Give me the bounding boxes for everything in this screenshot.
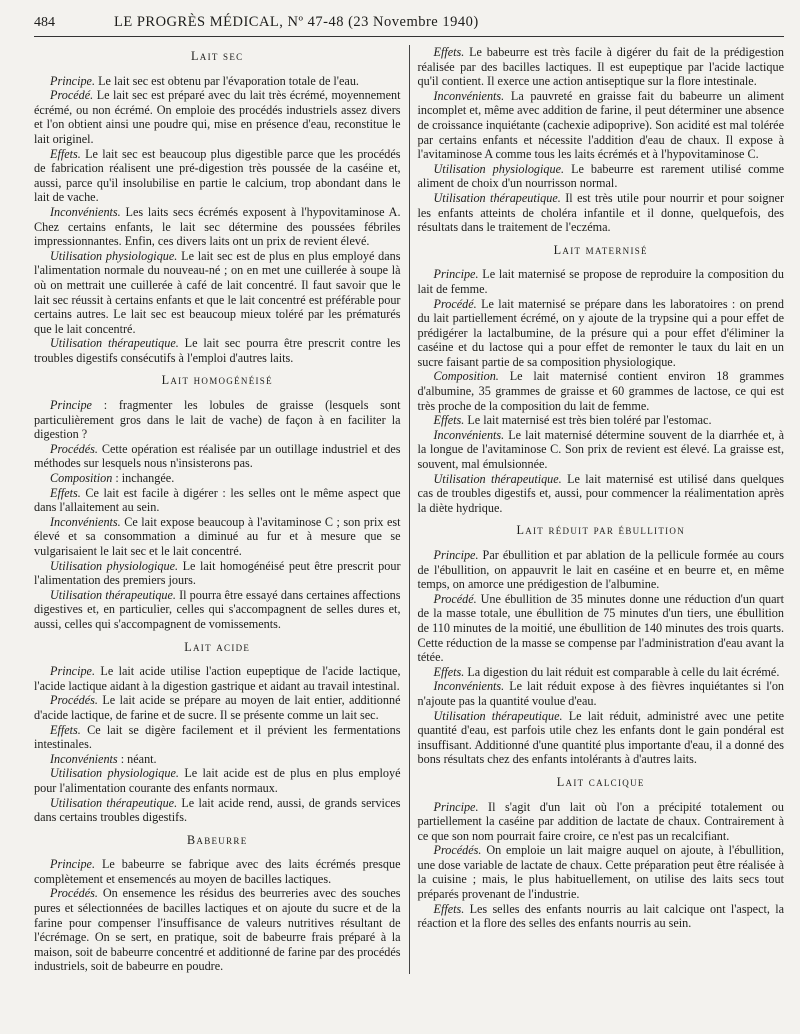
- paragraph-text: Le lait homogénéisé peut être prescrit pour l'alimentation des premiers jours.: [34, 558, 401, 588]
- paragraph-text: Ce lait est facile à digérer : les selles ont le même aspect que dans l'allaitement au sein.: [34, 485, 401, 515]
- paragraph-text: Le lait acide utilise l'action eupeptique de l'acide lactique, l'acide lactique aidant à la digestion gastrique et aidant au travail intestinal.: [34, 664, 401, 693]
- paragraph: [34, 249, 401, 337]
- paragraph-label: Principe.: [50, 664, 96, 679]
- paragraph-text: : néant.: [120, 751, 157, 766]
- paragraph-text: Le lait sec est de plus en plus employé dans l'alimentation normale du nouveau-né ; on en met une cuillerée à soupe là où on mettrait une cuillerée à café de lait concentré. Il faut savoir que le lait sec réussit à certains enfants et que le lait concentré est préférable pour certains autres. Le lait sec est beaucoup mieux toléré par les prématurés que le lait concentré.: [34, 248, 401, 336]
- paragraph-label: Procédés.: [433, 843, 482, 858]
- paragraph: [34, 752, 401, 767]
- section-heading: Babeurre: [186, 832, 248, 847]
- paragraph: [34, 766, 401, 795]
- paragraph-label: Inconvénients.: [433, 88, 505, 103]
- paragraph: [34, 559, 401, 588]
- paragraph: [418, 843, 785, 901]
- paragraph-text: Le babeurre est rarement utilisé comme aliment de choix d'un nourrisson normal.: [417, 161, 784, 191]
- paragraph: [418, 902, 785, 931]
- paragraph: [34, 147, 401, 205]
- paragraph-text: : fragmenter les lobules de graisse (lesquels sont particulièrement gros dans le lait de vache) de façon à en faciliter la digestion ?: [34, 398, 401, 442]
- section-heading: Lait sec: [191, 49, 244, 63]
- paragraph-text: Les laits secs écrémés exposent à l'hypovitaminose A. Chez certains enfants, le lait sec détermine des poussées fébriles impressionnantes. Enfin, ces divers laits ont un prix de revient élevé.: [34, 204, 401, 249]
- paragraph-text: Le lait maternisé est très bien toléré par l'estomac.: [467, 413, 712, 428]
- paragraph-label: Inconvénients: [50, 751, 118, 766]
- paragraph-text: Le lait maternisé contient environ 18 grammes d'albumine, 35 grammes de graisse et 60 grammes de lactose, ce qui est très proche de la composition du lait de femme.: [417, 369, 784, 413]
- paragraph: [34, 442, 401, 471]
- paragraph-label: Effets.: [50, 485, 81, 500]
- paragraph-label: Principe: [50, 398, 92, 413]
- paragraph: [418, 800, 785, 844]
- paragraph-text: Le lait sec est obtenu par l'évaporation totale de l'eau.: [98, 73, 359, 88]
- paragraph: [418, 45, 785, 89]
- paragraph-text: Le lait sec est beaucoup plus digestible parce que les procédés de fabrication réalisent une pré-digestion très poussée de la caséine et, aussi, parce qu'il insolubilise en partie le calcium, trop abondant dans le lait de vache.: [34, 146, 401, 205]
- paragraph-text: Cette opération est réalisée par un outillage industriel et des méthodes sur lesquels nous n'insisterons pas.: [34, 441, 401, 471]
- running-header: [34, 14, 784, 37]
- paragraph-label: Utilisation thérapeutique.: [433, 190, 561, 205]
- paragraph-label: Procédé.: [433, 591, 477, 606]
- paragraph-label: Inconvénients.: [433, 679, 505, 694]
- paragraph-label: Utilisation physiologique.: [50, 766, 179, 781]
- paragraph-label: Principe.: [50, 857, 96, 872]
- paragraph-label: Procédés.: [50, 886, 98, 901]
- paragraph-label: Principe.: [433, 548, 479, 562]
- paragraph-text: Le lait maternisé est utilisé dans quelques cas de troubles digestifs et, aussi, pour commencer la réalimentation après la diète hydrique.: [417, 471, 784, 515]
- paragraph: [418, 472, 785, 516]
- paragraph: [34, 515, 401, 559]
- paragraph-text: : inchangée.: [115, 471, 175, 486]
- paragraph: [34, 74, 401, 89]
- paragraph-text: Le lait sec est préparé avec du lait très écrémé, moyennement écrémé, ou non écrémé. On emploie des procédés industriels assez divers et l'on obtient ainsi une poudre qui, mise en présence d'eau, reconstitue le lait originel.: [34, 88, 401, 146]
- paragraph: [34, 336, 401, 365]
- section-heading: Lait calcique: [556, 774, 645, 789]
- paragraph-text: Le lait maternisé se propose de reproduire la composition du lait de femme.: [417, 267, 784, 296]
- section-heading: Lait acide: [184, 639, 251, 654]
- section-heading: Lait homogénéisé: [161, 373, 273, 388]
- paragraph: [418, 548, 785, 592]
- paragraph-label: Utilisation thérapeutique.: [433, 708, 563, 723]
- paragraph-text: Ce lait expose beaucoup à l'avitaminose C ; son prix est élevé et sa consommation a diminué au fur et à mesure que se vulgarisaient le lait sec et le lait concentré.: [34, 514, 401, 558]
- paragraph-label: Utilisation physiologique.: [433, 161, 565, 176]
- paragraph-label: Utilisation thérapeutique.: [50, 336, 179, 351]
- paragraph-text: Les selles des enfants nourris au lait calcique ont l'aspect, la réaction et la flore des selles des enfants nourris au sein.: [417, 901, 784, 931]
- paragraph: [34, 664, 401, 693]
- paragraph-text: Le lait réduit, administré avec une petite quantité d'eau, est parfois utile chez les enfants dont le gain pondéral est insuffisant. Additionné d'une quantité plus importante d'eau, il a donné des bons résultats chez des enfants intolérants à d'autres laits.: [417, 708, 784, 767]
- paragraph: [418, 428, 785, 472]
- paragraph-label: Utilisation thérapeutique.: [433, 471, 562, 486]
- paragraph: [34, 88, 401, 146]
- journal-title: LE PROGRÈS MÉDICAL, Nº 47-48 (23 Novembre 1940): [114, 14, 479, 30]
- paragraph-label: Utilisation thérapeutique.: [50, 795, 178, 810]
- right-column: [409, 45, 785, 974]
- paragraph-label: Procédé.: [433, 296, 477, 311]
- paragraph: [418, 592, 785, 665]
- article-columns: [34, 45, 784, 974]
- paragraph: [34, 205, 401, 249]
- paragraph-label: Composition.: [433, 369, 499, 384]
- paragraph-text: Le lait acide se prépare au moyen de lait entier, additionné d'acide lactique, de farine et de sucre. Il se présente comme un lait sec.: [34, 693, 401, 722]
- paragraph-text: On ensemence les résidus des beurreries avec des souches pures et sélectionnées de bacilles lactiques et on ajoute du sucre et de la farine pour compenser l'insuffisance de valeurs nutritives résultant de l'écrémage. On se sert, en pratique, soit de babeurre frais préparé à la maison, soit de babeurre concentré et additionné de farine par des procédés industriels, soit de babeurre en poudre.: [34, 886, 401, 974]
- paragraph: [418, 709, 785, 767]
- paragraph: [34, 471, 401, 486]
- paragraph-label: Effets.: [50, 722, 81, 737]
- paragraph: [418, 89, 785, 162]
- paragraph: [418, 665, 785, 680]
- paragraph-label: Effets.: [433, 664, 465, 679]
- paragraph-text: On emploie un lait maigre auquel on ajoute, à l'ébullition, une dose variable de lactate de chaux. Cette préparation peut être réalisée à la cuisine ; mais, le plus habituellement, on utilise des laits secs tout préparés provenant de l'industrie.: [417, 843, 785, 902]
- paragraph-label: Effets.: [433, 413, 465, 428]
- paragraph-label: Composition: [50, 471, 113, 486]
- paragraph-label: Utilisation thérapeutique.: [50, 587, 176, 602]
- paragraph: [34, 886, 401, 974]
- paragraph-label: Utilisation physiologique.: [50, 558, 179, 573]
- paragraph-label: Principe.: [433, 267, 479, 282]
- paragraph-text: Il est très utile pour nourrir et pour soigner les enfants atteints de choléra infantile et il donne, quelquefois, des résultats dans le traitement de l'eczéma.: [417, 190, 785, 235]
- paragraph: [418, 413, 785, 428]
- paragraph: [418, 267, 785, 296]
- paragraph: [34, 857, 401, 886]
- paragraph-label: Procédé.: [50, 88, 94, 103]
- paragraph-label: Inconvénients.: [50, 204, 121, 219]
- paragraph-text: Le lait réduit expose à des fièvres inquiétantes si l'on n'ajoute pas la quantité voulue d'eau.: [417, 679, 785, 708]
- paragraph-label: Procédés.: [50, 693, 98, 708]
- section-heading: Lait réduit par ébullition: [516, 523, 686, 538]
- paragraph-text: Le lait maternisé se prépare dans les laboratoires : on prend du lait partiellement écrémé, on y ajoute de la trypsine qui a pour effet de prédigérer la lactalbumine, de la présure qui a pour effet d'éliminer la caséine et du lactose qui a pour effet de remonter le taux du lait en un sucre faisant partie de sa composition physiologique.: [417, 296, 784, 369]
- paragraph-text: Par ébullition et par ablation de la pellicule formée au cours de l'ébullition, on appauvrit le lait en caséine et en beurre et, en même temps, on amorce une prédigestion de l'albumine.: [417, 548, 785, 592]
- paragraph: [34, 398, 401, 442]
- paragraph-text: Le babeurre est très facile à digérer du fait de la prédigestion réalisée par des bacilles lactiques. Il est eupeptique par l'acide lactique qu'il contient. Il exerce une action antiseptique sur la flore intestinale.: [417, 45, 784, 89]
- paragraph: [418, 297, 785, 370]
- paragraph: [418, 679, 785, 708]
- paragraph: [418, 191, 785, 235]
- paragraph-text: Une ébullition de 35 minutes donne une réduction d'un quart de la masse totale, une ébullition de 75 minutes d'un tiers, une ébullition de 110 minutes de la moitié, une ébullition de 140 minutes des trois quarts. Cette réduction de la masse se compense par l'administration d'eau avant la tétée.: [417, 591, 784, 665]
- paragraph: [418, 369, 785, 413]
- paragraph: [34, 486, 401, 515]
- paragraph-text: La pauvreté en graisse fait du babeurre un aliment incomplet et, même avec addition de farine, il peut déterminer une absence de croissance inquiétante (cachexie adipoprive). Son acidité est mal tolérée par certains enfants et nécessite l'addition d'eau de chaux. Il expose à l'avitaminose A comme tous les laits écrémés et à l'hypovitaminose C.: [417, 88, 785, 162]
- paragraph: [34, 693, 401, 722]
- paragraph-text: Ce lait se digère facilement et il prévient les fermentations intestinales.: [34, 722, 401, 752]
- paragraph-text: Il s'agit d'un lait où l'on a précipité totalement ou partiellement la caséine par addition de lactate de chaux. Contrairement à ce que son nom pourrait faire croire, ce n'est pas un recalcifiant.: [417, 799, 784, 843]
- paragraph-text: Il pourra être essayé dans certaines affections digestives et, en particulier, celles qui s'accompagnent de selles dures et, aussi, celles qui s'accompagnent de vomissements.: [34, 587, 401, 631]
- paragraph-label: Effets.: [433, 45, 465, 59]
- paragraph-label: Inconvénients.: [50, 514, 121, 529]
- paragraph: [34, 796, 401, 825]
- paragraph: [34, 588, 401, 632]
- paragraph-text: La digestion du lait réduit est comparable à celle du lait écrémé.: [467, 664, 780, 679]
- paragraph-label: Inconvénients.: [433, 427, 505, 442]
- paragraph-label: Procédés.: [50, 441, 98, 456]
- paragraph-text: Le lait acide est de plus en plus employé pour l'alimentation courante des enfants normaux.: [34, 766, 401, 795]
- paragraph-label: Utilisation physiologique.: [50, 248, 178, 263]
- paragraph: [418, 162, 785, 191]
- paragraph-label: Effets.: [433, 901, 465, 916]
- section-heading: Lait maternisé: [553, 242, 648, 257]
- left-column: [34, 45, 409, 974]
- paragraph: [34, 723, 401, 752]
- page-number: 484: [34, 15, 55, 30]
- paragraph-label: Principe.: [433, 799, 479, 814]
- paragraph-text: Le lait sec pourra être prescrit contre les troubles digestifs consécutifs à l'emploi d'autres laits.: [34, 336, 401, 365]
- paragraph-label: Effets.: [50, 146, 81, 161]
- paragraph-text: Le lait acide rend, aussi, de grands services dans certains troubles digestifs.: [34, 795, 401, 825]
- paragraph-label: Principe.: [50, 73, 96, 88]
- paragraph-text: Le babeurre se fabrique avec des laits écrémés presque complètement et ensemencés au moyen de bacilles lactiques.: [34, 857, 401, 886]
- paragraph-text: Le lait maternisé détermine souvent de la diarrhée et, à la longue de l'avitaminose C. Son prix de revient est élevé. La graisse est, souvent, mal émulsionnée.: [417, 427, 785, 472]
